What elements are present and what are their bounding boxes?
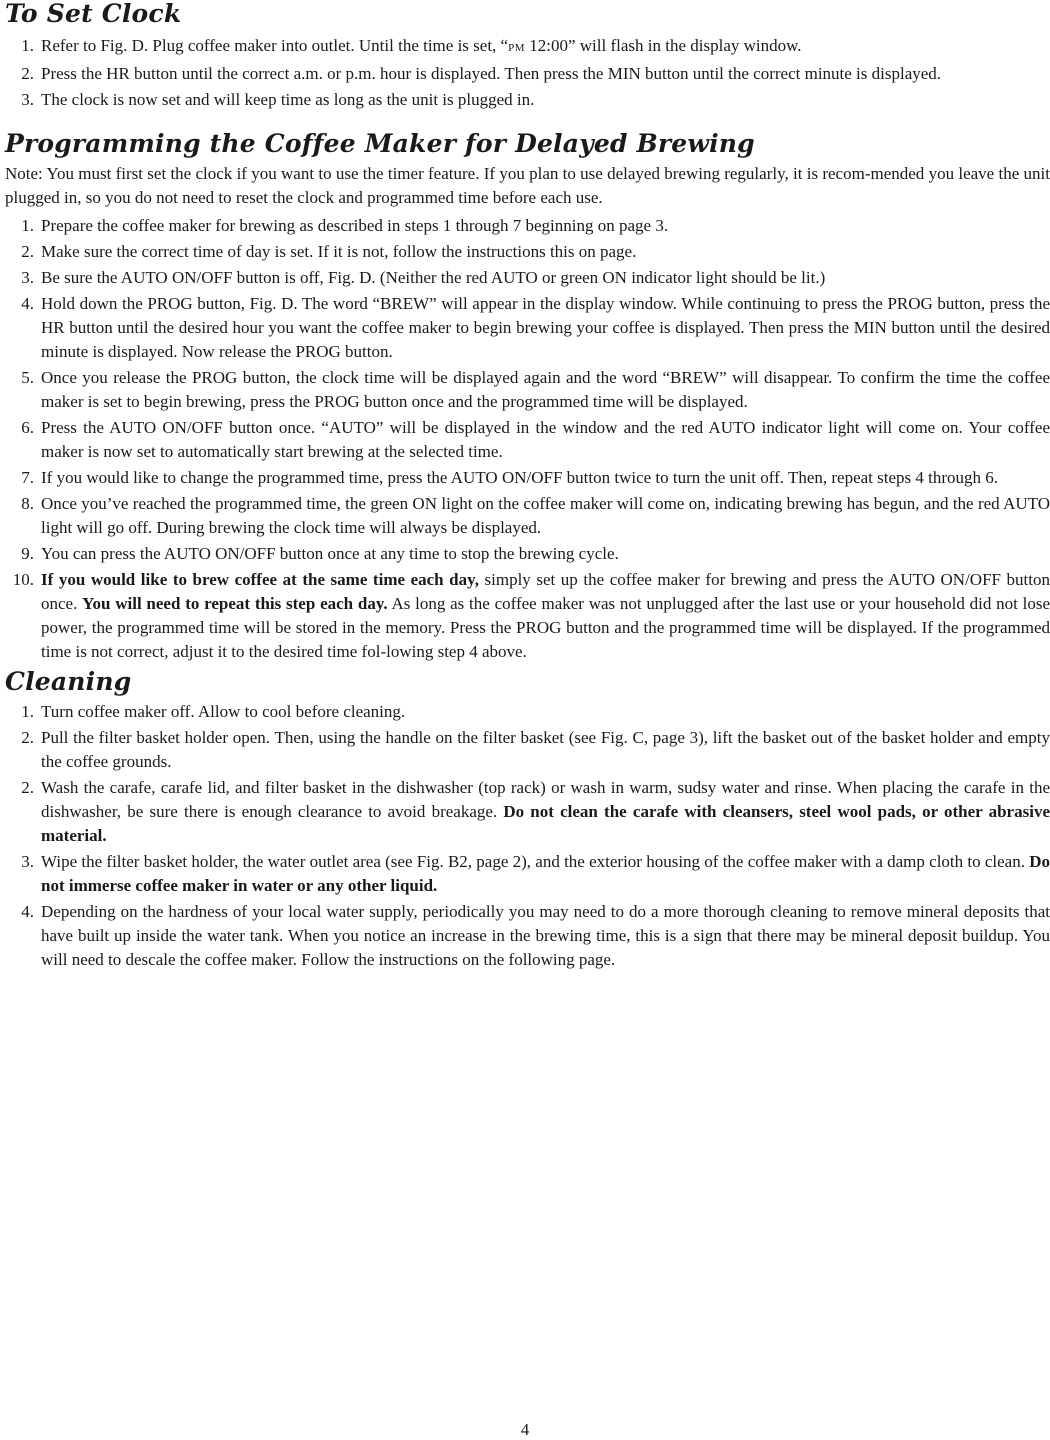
manual-page — [5, 0, 1050, 974]
section-title-cleaning: Cleaning — [5, 667, 132, 696]
pm-indicator: PM — [508, 42, 525, 54]
list-item — [5, 900, 1050, 972]
list-item — [5, 466, 1050, 490]
step-number: 6. — [21, 418, 34, 437]
programming-note: Note: You must first set the clock if you want to use the timer feature. If you plan to use delayed brewing regularly, it is recom-mended you leave the unit plugged in, so you do not need to reset the clock and programmed time before each use. — [5, 164, 1050, 207]
step-number: 5. — [21, 368, 34, 387]
step-text: You can press the AUTO ON/OFF button once at any time to stop the brewing cycle. — [41, 544, 619, 563]
step-text: Hold down the PROG button, Fig. D. The word “BREW” will appear in the display window. While continuing to press the PROG button, press the HR button until the desired hour you want the coffee maker to begin brewing your coffee is displayed. Then press the MIN button until the desired minute is displayed. Now release the PROG button. — [41, 294, 1050, 361]
emphasis-text: You will need to repeat this step each day. — [82, 594, 388, 613]
page-number: 4 — [520, 1420, 530, 1439]
step-number: 2. — [21, 64, 34, 83]
set-clock-steps — [5, 34, 1050, 112]
list-item — [5, 850, 1050, 898]
step-text: Depending on the hardness of your local water supply, periodically you may need to do a more thorough cleaning to remove mineral deposits that have built up inside the water tank. When you notice an increase in the brewing time, this is a sign that there may be mineral deposit buildup. You will need to descale the coffee maker. Follow the instructions on the following page. — [41, 902, 1050, 969]
list-item — [5, 776, 1050, 848]
list-item — [5, 214, 1050, 238]
list-item — [5, 568, 1050, 664]
programming-steps — [5, 214, 1050, 664]
step-number: 3. — [21, 90, 34, 109]
step-text: Wash the carafe, carafe lid, and filter basket in the dishwasher (top rack) or wash in warm, sudsy water and rinse. When placing the carafe in the dishwasher, be sure there is enough clearance to avoid breakage. — [41, 778, 1050, 821]
step-text: Refer to Fig. D. Plug coffee maker into outlet. Until the time is set, “ — [41, 36, 509, 55]
step-text: Press the AUTO ON/OFF button once. “AUTO” will be displayed in the window and the red AUTO indicator light will come on. Your coffee maker is now set to automatically start brewing at the selected time. — [41, 418, 1050, 461]
section-title-set-clock: To Set Clock — [5, 0, 182, 28]
list-item — [5, 292, 1050, 364]
emphasis-text: If you would like to brew coffee at the same time each day, — [41, 570, 479, 589]
list-item — [5, 34, 1050, 60]
list-item — [5, 726, 1050, 774]
step-number: 4. — [21, 902, 34, 921]
step-text: As long as the coffee maker was not unplugged after the last use or your household did not lose power, the programmed time will be stored in the memory. Press the PROG button and the programmed time will be displayed. If the programmed time is not correct, adjust it to the desired time fol-lowing step 4 above. — [41, 594, 1050, 661]
step-text: Once you’ve reached the programmed time, the green ON light on the coffee maker will come on, indicating brewing has begun, and the red AUTO light will go off. During brewing the clock time will always be displayed. — [41, 494, 1050, 537]
emphasis-text: Do not clean the carafe with cleansers, steel wool pads, or other abrasive material. — [41, 802, 1050, 845]
step-text: Prepare the coffee maker for brewing as described in steps 1 through 7 beginning on page 3. — [41, 216, 669, 235]
set-clock-section — [5, 0, 1050, 112]
list-item — [5, 266, 1050, 290]
emphasis-text: Do not immerse coffee maker in water or any other liquid. — [41, 852, 1050, 895]
list-item — [5, 492, 1050, 540]
step-number: 2. — [21, 778, 34, 797]
step-number: 2. — [21, 242, 34, 261]
step-text: The clock is now set and will keep time as long as the unit is plugged in. — [41, 90, 535, 109]
step-number: 4. — [21, 294, 34, 313]
step-number: 1. — [21, 702, 34, 721]
step-number: 10. — [12, 570, 34, 589]
step-text: Wipe the filter basket holder, the water outlet area (see Fig. B2, page 2), and the exterior housing of the coffee maker with a damp cloth to clean. — [41, 852, 1030, 871]
step-text: Press the HR button until the correct a.m. or p.m. hour is displayed. Then press the MIN button until the correct minute is displayed. — [41, 64, 942, 83]
list-item — [5, 240, 1050, 264]
cleaning-section — [5, 668, 1050, 972]
cleaning-steps — [5, 700, 1050, 972]
programming-section — [5, 130, 1050, 664]
step-text: Be sure the AUTO ON/OFF button is off, Fig. D. (Neither the red AUTO or green ON indicator light should be lit.) — [41, 268, 826, 287]
step-number: 8. — [21, 494, 34, 513]
section-title-programming: Programming the Coffee Maker for Delayed Brewing — [5, 129, 755, 158]
step-number: 7. — [21, 468, 34, 487]
step-text: Once you release the PROG button, the clock time will be displayed again and the word “BREW” will disappear. To confirm the time the coffee maker is set to begin brewing, press the PROG button once and the programmed time will be displayed. — [41, 368, 1050, 411]
list-item — [5, 416, 1050, 464]
step-number: 2. — [21, 728, 34, 747]
step-number: 3. — [21, 268, 34, 287]
step-text: 12:00” will flash in the display window. — [525, 36, 802, 55]
step-text: Make sure the correct time of day is set. If it is not, follow the instructions this on page. — [41, 242, 637, 261]
step-number: 1. — [21, 36, 34, 55]
list-item — [5, 88, 1050, 112]
step-text: Pull the filter basket holder open. Then, using the handle on the filter basket (see Fig. C, page 3), lift the basket out of the basket holder and empty the coffee grounds. — [41, 728, 1050, 771]
list-item — [5, 700, 1050, 724]
step-text: simply set up the coffee maker for brewing and press the AUTO ON/OFF button once. — [41, 570, 1050, 613]
step-number: 3. — [21, 852, 34, 871]
list-item — [5, 366, 1050, 414]
step-text: Turn coffee maker off. Allow to cool before cleaning. — [41, 702, 406, 721]
list-item — [5, 542, 1050, 566]
step-number: 1. — [21, 216, 34, 235]
list-item — [5, 62, 1050, 86]
step-text: If you would like to change the programmed time, press the AUTO ON/OFF button twice to turn the unit off. Then, repeat steps 4 through 6. — [41, 468, 999, 487]
step-number: 9. — [21, 544, 34, 563]
